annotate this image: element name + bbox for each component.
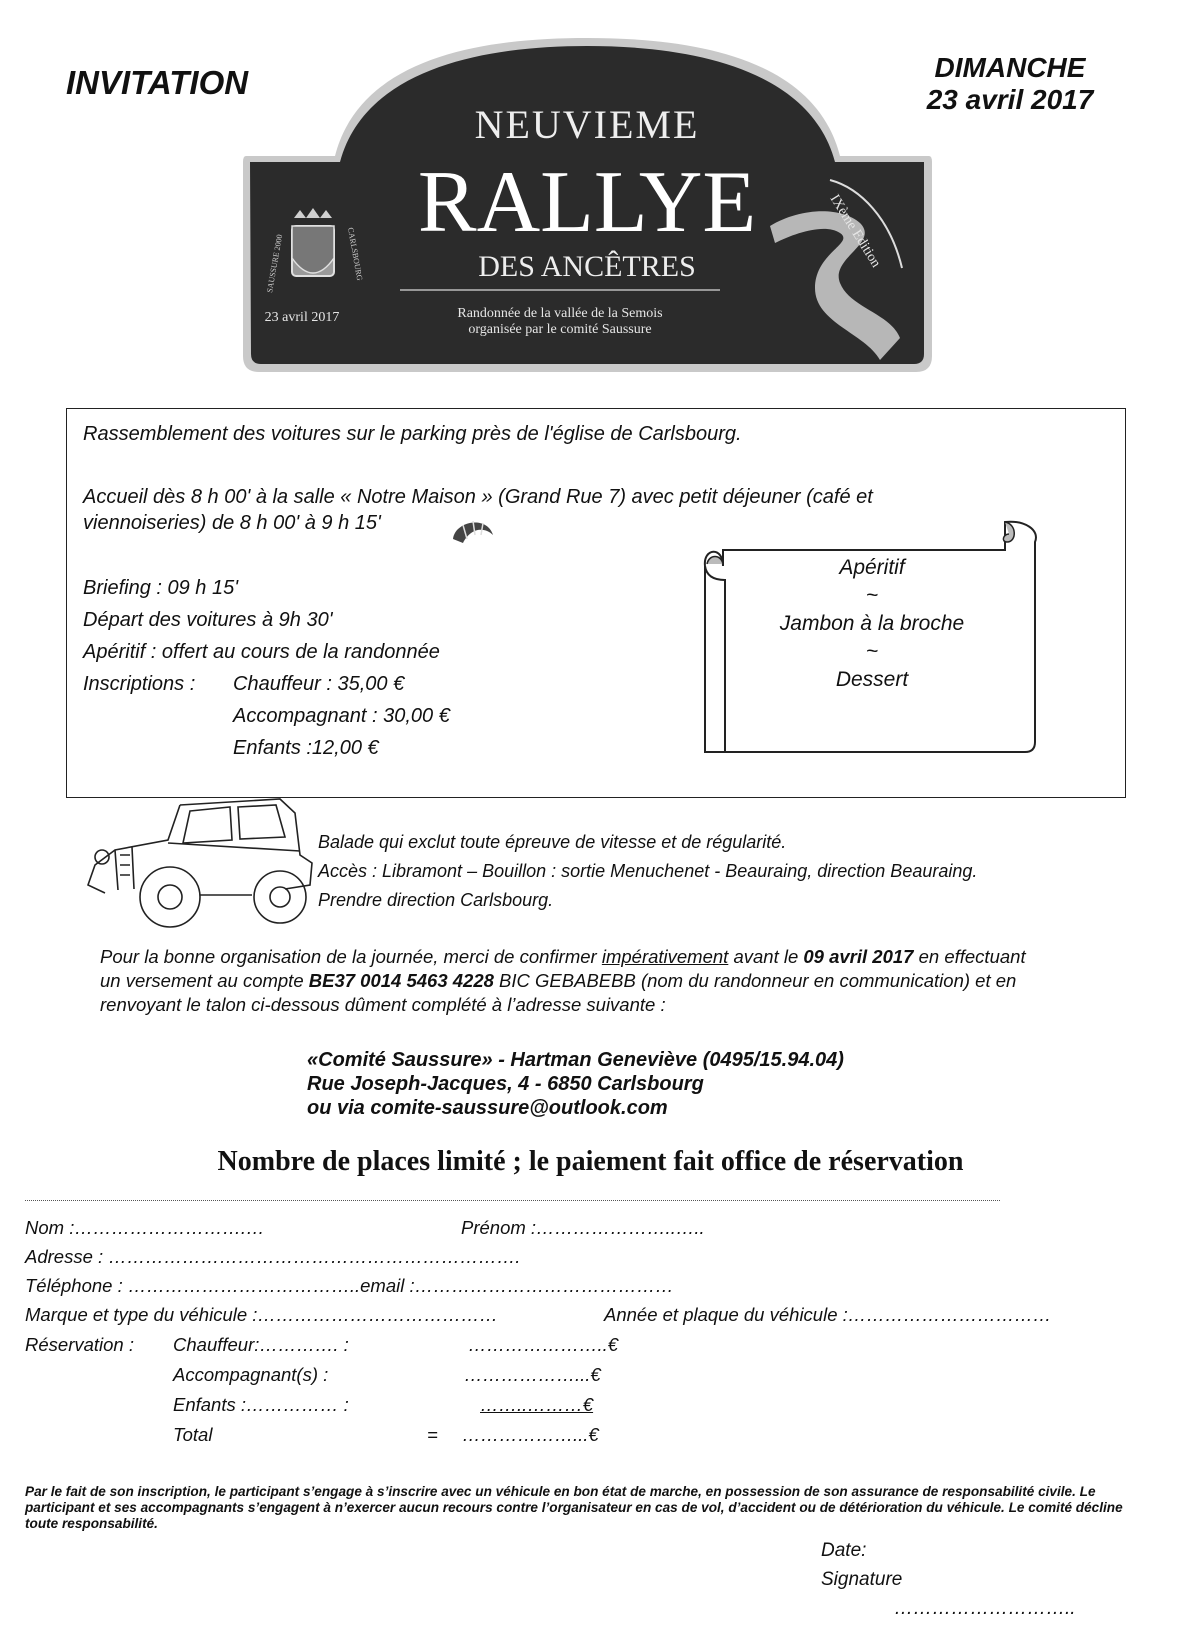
cut-line [25,1200,1000,1201]
price-enfants: Enfants :12,00 € [233,737,379,759]
price-chauffeur: Chauffeur : 35,00 € [233,673,405,695]
form-chauffeur-amount[interactable]: …………………..€ [468,1334,619,1355]
form-reservation-label: Réservation : [25,1334,134,1355]
balade-line1: Balade qui exclut toute épreuve de vitesse et de régularité. [318,832,787,852]
invitation-heading: INVITATION [66,64,249,101]
plaque-date: 23 avril 2017 [264,310,340,325]
menu-scroll [685,520,1055,760]
vintage-car-icon [80,785,320,935]
para-text: BIC GEBABEBB (nom du randonneur en communication) et en [493,970,1017,991]
info-inscriptions: Inscriptions : [83,673,196,695]
info-briefing: Briefing : 09 h 15' [83,577,239,599]
form-total: Total [173,1424,213,1445]
info-line-breakfast: viennoiseries) de 8 h 00' à 9 h 15' [83,512,381,534]
info-line-gathering: Rassemblement des voitures sur le parking près de l'église de Carlsbourg. [83,423,742,445]
event-date-heading [905,52,1115,116]
form-equals: = [427,1424,438,1445]
croissant-icon [449,513,497,549]
balade-line2: Accès : Libramont – Bouillon : sortie Menuchenet - Beauraing, direction Beauraing. [318,861,978,881]
menu-separator: ~ [865,584,879,607]
form-enfants-amount[interactable]: ……..………€ [480,1394,594,1415]
info-aperitif: Apéritif : offert au cours de la randonnée [83,641,440,663]
para-line3: renvoyant le talon ci-dessous dûment complété à l’adresse suivante : [100,994,666,1015]
plaque-subtitle2: organisée par le comité Saussure [468,322,652,337]
para-line2 [100,969,1160,993]
address-line1: «Comité Saussure» - Hartman Geneviève (0495/15.94.04) [307,1049,844,1071]
plaque-line1: NEUVIEME [474,102,700,147]
bank-account: BE37 0014 5463 4228 [308,970,494,991]
form-marque[interactable]: Marque et type du véhicule :………………………………… [25,1304,498,1325]
event-day: DIMANCHE [934,52,1086,83]
balade-line3: Prendre direction Carlsbourg. [318,890,554,910]
form-accompagnant-amount[interactable]: ………………...€ [464,1364,601,1385]
plaque-line3: DES ANCÊTRES [478,250,696,283]
form-adresse[interactable]: Adresse : …………………………………………………………. [25,1246,521,1267]
menu-item-dessert: Dessert [835,668,909,691]
menu-separator: ~ [865,640,879,663]
signature-line[interactable]: ……………………….. [894,1598,1076,1619]
event-date: 23 avril 2017 [926,84,1094,115]
para-text: avant le [728,946,804,967]
price-accompagnant: Accompagnant : 30,00 € [233,705,450,727]
para-text: en effectuant [913,946,1026,967]
plaque-edition: IXème Edition [826,192,884,271]
form-annee-plaque[interactable]: Année et plaque du véhicule :…………………………… [604,1304,1052,1325]
info-line-welcome: Accueil dès 8 h 00' à la salle « Notre Maison » (Grand Rue 7) avec petit déjeuner (café et [83,486,873,508]
form-nom[interactable]: Nom :……………………….… [25,1217,265,1238]
info-depart: Départ des voitures à 9h 30' [83,609,333,631]
plaque-subtitle1: Randonnée de la vallée de la Semois [457,306,663,321]
deadline-date: 09 avril 2017 [803,946,914,967]
para-text: un versement au compte [100,970,309,991]
para-line1 [100,945,1160,969]
contact-address [307,1048,844,1120]
confirmation-paragraph [100,945,1160,1017]
form-total-amount[interactable]: ………………...€ [462,1424,599,1445]
para-emphasis: impérativement [601,946,729,967]
form-chauffeur: Chauffeur:…………. : [173,1334,349,1355]
form-telephone-email[interactable]: Téléphone : ………………………………..email :…………………………………… [25,1275,674,1296]
form-enfants: Enfants :…………… : [173,1394,349,1415]
form-accompagnant: Accompagnant(s) : [173,1364,329,1385]
date-label: Date: [821,1540,867,1561]
seal-right-text: CARLSBOURG [346,226,365,282]
liability-disclaimer: Par le fait de son inscription, le participant s’engage à s’inscrire avec un véhicule en bon état de marche, en possession de son assurance de responsabilité civile. Le participant et ses accompagnants s’engagent à n’exercer aucun recours contre l’organisateur en cas de vol, d’accident ou de détérioration du véhicule. Le comité décline toute responsabilité. [25,1484,1123,1531]
menu-item-jambon: Jambon à la broche [779,612,965,635]
menu-item-aperitif: Apéritif [839,556,905,579]
seal-left-text: SAUSSURE 2000 [265,233,285,294]
address-line2: Rue Joseph-Jacques, 4 - 6850 Carlsbourg [307,1073,704,1095]
form-prenom[interactable]: Prénom :…………………..….. [461,1217,705,1238]
plaque-line2: RALLYE [417,154,757,251]
rally-plaque [240,38,935,378]
signature-label: Signature [821,1569,903,1590]
limited-places-notice: Nombre de places limité ; le paiement fait office de réservation [217,1146,964,1177]
para-text: Pour la bonne organisation de la journée, merci de confirmer [100,946,602,967]
address-email: ou via comite-saussure@outlook.com [307,1097,668,1119]
